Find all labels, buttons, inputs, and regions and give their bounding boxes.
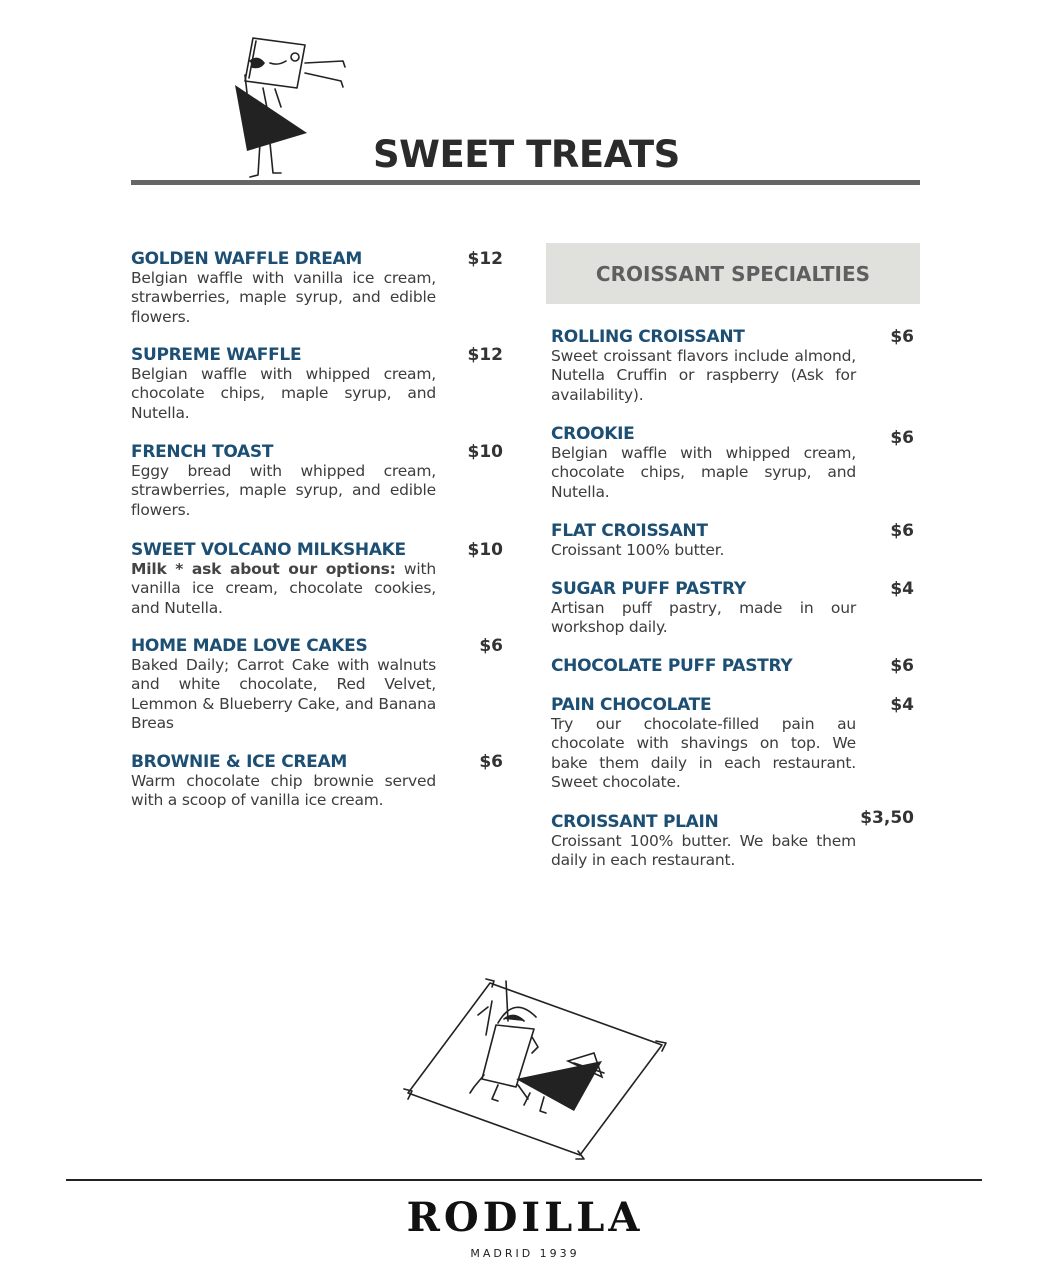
title-divider xyxy=(131,180,920,185)
item-price: $6 xyxy=(890,521,914,541)
brand-tagline: MADRID 1939 xyxy=(470,1247,580,1260)
item-price: $10 xyxy=(467,540,503,560)
item-description: Belgian waffle with vanilla ice cream, strawberries, maple syrup, and edible flowers. xyxy=(131,269,436,326)
item-price: $12 xyxy=(467,345,503,365)
item-name: SUPREME WAFFLE xyxy=(131,345,302,365)
item-description: Belgian waffle with whipped cream, chocolate chips, maple syrup, and Nutella. xyxy=(551,444,856,501)
item-name: CROOKIE xyxy=(551,424,635,444)
item-name: HOME MADE LOVE CAKES xyxy=(131,636,368,656)
picnic-blanket-characters-illustration xyxy=(398,975,680,1165)
menu-item-sugar-puff-pastry xyxy=(551,579,856,638)
item-name: GOLDEN WAFFLE DREAM xyxy=(131,249,363,269)
item-description xyxy=(131,560,436,618)
menu-item-supreme-waffle xyxy=(131,345,436,423)
menu-item-sweet-volcano-milkshake xyxy=(131,540,436,618)
item-description: Eggy bread with whipped cream, strawberries, maple syrup, and edible flowers. xyxy=(131,462,436,519)
page-title: SWEET TREATS xyxy=(373,133,680,176)
item-description-rest: with vanilla ice cream, chocolate cookies, and Nutella. xyxy=(131,560,436,617)
menu-item-crookie xyxy=(551,424,856,502)
item-price: $10 xyxy=(467,442,503,462)
item-description: Belgian waffle with whipped cream, chocolate chips, maple syrup, and Nutella. xyxy=(131,365,436,422)
menu-item-brownie-ice-cream xyxy=(131,752,436,811)
item-price: $4 xyxy=(890,695,914,715)
item-name: FRENCH TOAST xyxy=(131,442,274,462)
waffle-cup-character-illustration xyxy=(225,33,360,183)
item-name: SUGAR PUFF PASTRY xyxy=(551,579,746,599)
croissant-section-header xyxy=(546,243,920,304)
menu-item-french-toast xyxy=(131,442,436,520)
item-price: $3,50 xyxy=(860,808,914,828)
item-price: $4 xyxy=(890,579,914,599)
menu-item-chocolate-puff-pastry xyxy=(551,656,792,676)
menu-item-flat-croissant xyxy=(551,521,856,560)
item-name: BROWNIE & ICE CREAM xyxy=(131,752,347,772)
item-price: $6 xyxy=(890,656,914,676)
brand-logo: RODILLA xyxy=(406,1194,644,1241)
item-description: Baked Daily; Carrot Cake with walnuts and white chocolate, Red Velvet, Lemmon & Blueberry Cake, and Banana Breas xyxy=(131,656,436,733)
item-description: Sweet croissant flavors include almond, Nutella Cruffin or raspberry (Ask for availability). xyxy=(551,347,856,404)
item-description: Warm chocolate chip brownie served with a scoop of vanilla ice cream. xyxy=(131,772,436,810)
item-description: Artisan puff pastry, made in our workshop daily. xyxy=(551,599,856,637)
item-price: $6 xyxy=(479,636,503,656)
footer-divider xyxy=(66,1179,982,1181)
item-name: CROISSANT PLAIN xyxy=(551,812,719,832)
section-title: CROISSANT SPECIALTIES xyxy=(595,262,871,286)
item-name: PAIN CHOCOLATE xyxy=(551,695,712,715)
item-name: FLAT CROISSANT xyxy=(551,521,708,541)
item-price: $6 xyxy=(890,428,914,448)
item-name: CHOCOLATE PUFF PASTRY xyxy=(551,656,793,676)
item-description: Croissant 100% butter. xyxy=(551,541,725,559)
menu-item-golden-waffle-dream xyxy=(131,249,436,327)
item-price: $12 xyxy=(467,249,503,269)
item-description-bold: Milk * ask about our options: xyxy=(131,560,396,578)
item-price: $6 xyxy=(890,327,914,347)
menu-item-rolling-croissant xyxy=(551,327,856,405)
item-description: Try our chocolate-filled pain au chocolate with shavings on top. We bake them daily in each restaurant. Sweet chocolate. xyxy=(551,715,856,792)
item-description: Croissant 100% butter. We bake them daily in each restaurant. xyxy=(551,832,856,870)
item-price: $6 xyxy=(479,752,503,772)
menu-item-croissant-plain xyxy=(551,812,856,871)
menu-item-pain-chocolate xyxy=(551,695,856,793)
item-name: SWEET VOLCANO MILKSHAKE xyxy=(131,540,406,560)
item-name: ROLLING CROISSANT xyxy=(551,327,745,347)
menu-item-home-made-love-cakes xyxy=(131,636,436,734)
